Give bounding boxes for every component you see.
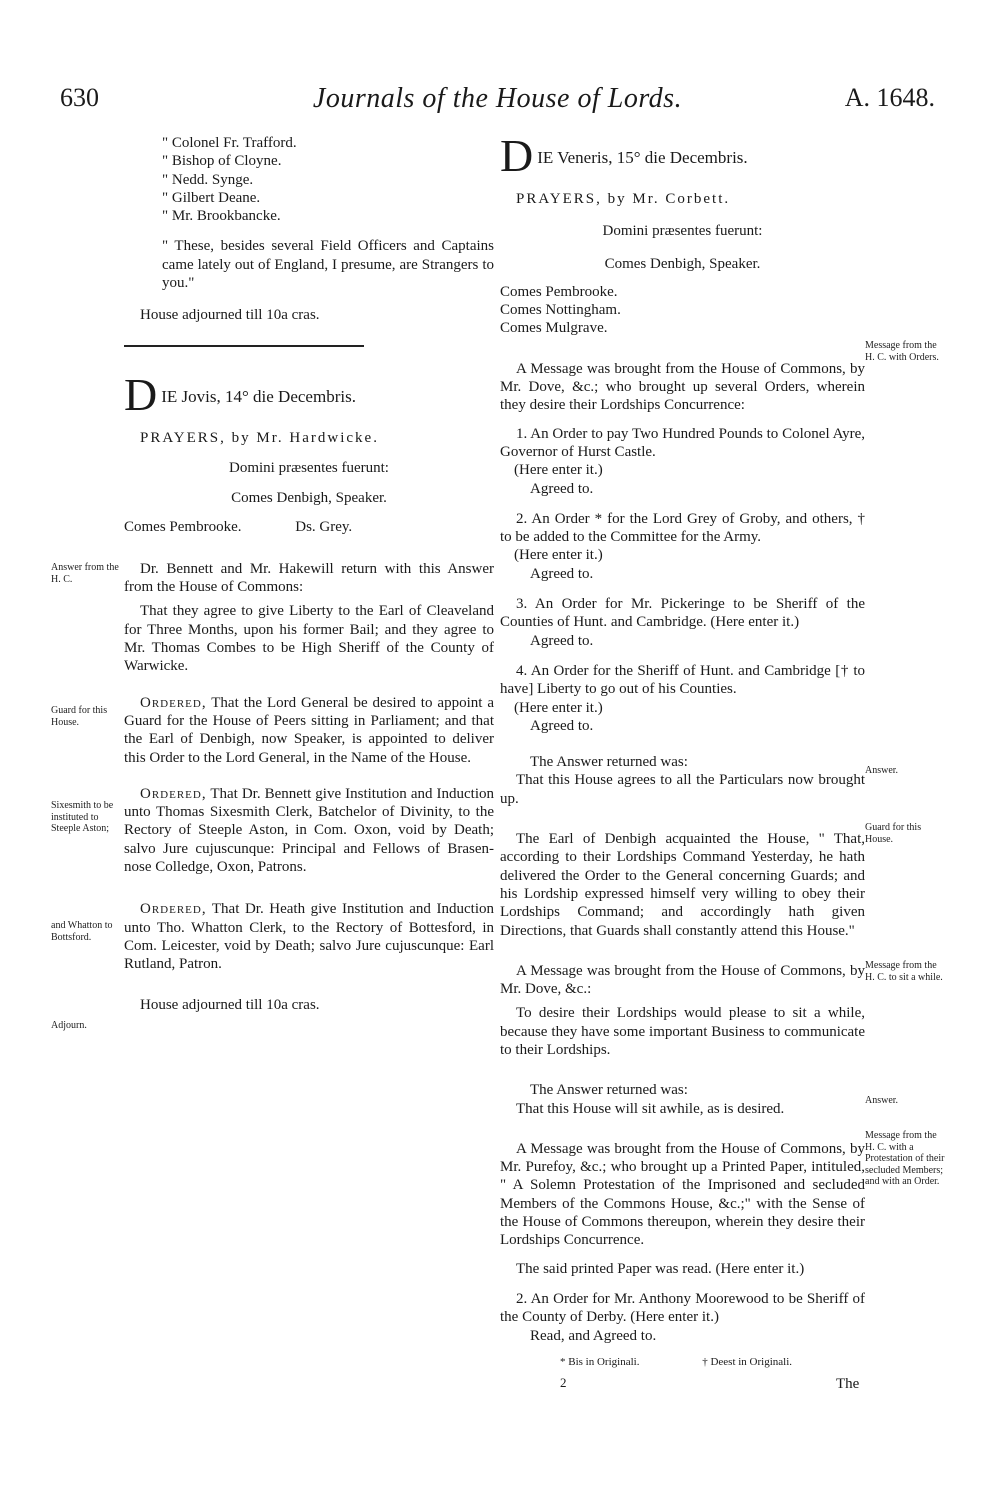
name-list (124, 134, 494, 225)
signature-mark: 2 (560, 1375, 567, 1390)
message-protestation: A Message was brought from the House of Commons, by Mr. Purefoy, &c.; who brought up a Printed Paper, intituled, " A Solemn Protestation of the Imprisoned and secluded Members of the Commons House, &c.;" with the Sense of the House of Commons thereupon, wherein they desire their Lordships Concurrence. (500, 1140, 865, 1249)
paper-read: The said printed Paper was read. (Here enter it.) (516, 1260, 805, 1277)
member: Ds. Grey. (295, 518, 353, 535)
list-item: " Gilbert Deane. (162, 189, 261, 206)
order-item: 4. An Order for the Sheriff of Hunt. and Cambridge [† to have] Liberty to go out of his Counties. (500, 662, 865, 698)
drop-cap: D (500, 134, 534, 176)
footnote: * Bis in Originali. (560, 1356, 640, 1368)
list-item: " Bishop of Cloyne. (162, 153, 282, 170)
drop-cap: D (124, 372, 158, 415)
answer-body: That this House agrees to all the Particulars now brought up. (500, 772, 865, 807)
answer-head: The Answer returned was: (530, 1082, 688, 1099)
right-column (500, 134, 865, 1345)
day-heading (124, 373, 494, 415)
left-column (124, 134, 494, 1014)
member: Comes Nottingham. (500, 302, 621, 319)
message-sit: A Message was brought from the House of Commons, by Mr. Dove, &c.: (500, 962, 865, 998)
order-text: That Dr. Bennett give Institution and Induction unto Thomas Sixesmith Clerk, Batchelor of Divinity, to the Rectory of Steeple Aston, in Com. Oxon, void by Death; salvo Jure cujuscunque: Principal and Fellows of Brasen-nose Colledge, Oxon, Patrons. (124, 785, 494, 876)
prayers-line: PRAYERS, by Mr. Corbett. (516, 191, 731, 207)
list-item: " Mr. Brookbancke. (162, 208, 281, 225)
answer-body: That they agree to give Liberty to the Earl of Cleaveland for Three Months, upon his former Bail; and they agree to Mr. Thomas Combes to be High Sheriff of the County of Warwicke. (124, 603, 494, 675)
agreed-note: Agreed to. (530, 717, 594, 734)
order-item: 2. An Order for Mr. Anthony Moorewood to be Sheriff of the County of Derby. (Here enter it.) (500, 1290, 865, 1326)
margin-note: Adjourn. (51, 1020, 87, 1031)
members-present (124, 518, 494, 536)
day-title: IE Veneris, 15° die Decembris. (537, 148, 748, 167)
running-title (60, 82, 935, 116)
day-title: IE Jovis, 14° die Decembris. (161, 386, 356, 406)
margin-note: Answer from the H. C. (51, 562, 119, 585)
member: Comes Pembrooke. (500, 283, 618, 300)
order-item: 3. An Order for Mr. Pickeringe to be Sheriff of the Counties of Hunt. and Cambridge. (Here enter it.) (500, 596, 865, 631)
answer-intro: Dr. Bennett and Mr. Hakewill return with this Answer from the House of Commons: (124, 560, 494, 596)
denbigh-report: The Earl of Denbigh acquainted the House, " That, according to their Lordships Command Yesterday, he hath delivered the Order to the General concerning Guards; and his Lordship expressed himself very willing to obey their Lordships Command; and accordingly hath given Directions, that Guards shall constantly attend this House." (500, 831, 865, 939)
year: A. 1648. (844, 83, 935, 112)
domini-line: Domini præsentes fuerunt: (229, 459, 389, 476)
day-heading (500, 134, 865, 176)
order-item: 1. An Order to pay Two Hundred Pounds to Colonel Ayre, Governor of Hurst Castle. (500, 425, 865, 460)
message-body: To desire their Lordships would please to sit a while, because they have some important Business to communicate to their Lordships. (500, 1005, 865, 1058)
enter-note: (Here enter it.) (514, 699, 603, 716)
page-header (60, 82, 935, 122)
order-item: 2. An Order * for the Lord Grey of Groby, and others, † to be added to the Committee for the Army. (500, 510, 865, 546)
list-item: " Colonel Fr. Trafford. (162, 135, 297, 151)
member: Comes Pembrooke. (124, 518, 242, 535)
catchword: The (836, 1376, 860, 1392)
order-guard (124, 694, 494, 767)
margin-note: Answer. (865, 1095, 899, 1106)
order-text: That the Lord General be desired to appoint a Guard for the House of Peers sitting in Parliament; and that the Earl of Denbigh, now Speaker, is appointed to deliver this Order to the Lord General, in the Name of the House. (124, 694, 494, 766)
answer-body: That this House will sit awhile, as is desired. (516, 1100, 785, 1117)
margin-note: Answer. (865, 765, 899, 776)
margin-note: Guard for this House. (51, 705, 108, 728)
message-orders: A Message was brought from the House of Commons, by Mr. Dove, &c.; who brought up several Orders, wherein they desire their Lordships Concurrence: (500, 360, 865, 414)
title-word: House (495, 83, 570, 114)
enter-note: (Here enter it.) (514, 547, 603, 564)
ordered-lead: Ordered, (140, 694, 207, 711)
adjournment: House adjourned till 10a cras. (140, 307, 320, 324)
page-number: 630 (60, 83, 99, 112)
agreed-note: Agreed to. (530, 480, 594, 497)
margin-note: Message from the H. C. to sit a while. (865, 960, 943, 983)
order-whatton (124, 900, 494, 973)
title-word: Journals (312, 83, 415, 114)
order-sixesmith (124, 785, 494, 876)
member: Comes Mulgrave. (500, 320, 608, 337)
speaker-line: Comes Denbigh, Speaker. (604, 255, 761, 272)
margin-note: Sixesmith to be instituted to Steeple Aston; (51, 800, 114, 834)
section-rule (124, 345, 364, 347)
order-text: That Dr. Heath give Institution and Induction unto Tho. Whatton Clerk, to the Rectory of Bottesford, in Com. Leicester, void by Death; salvo Jure cujuscunque: Earl Rutland, Patron. (124, 901, 494, 973)
footnote: † Deest in Originali. (702, 1356, 793, 1368)
ordered-lead: Ordered, (140, 901, 207, 918)
agreed-note: Read, and Agreed to. (530, 1327, 657, 1344)
enter-note: (Here enter it.) (514, 462, 603, 479)
agreed-note: Agreed to. (530, 632, 594, 649)
margin-note: and Whatton to Bottsford. (51, 920, 113, 943)
domini-line: Domini præsentes fuerunt: (602, 223, 763, 240)
title-word: Lords. (607, 83, 683, 114)
agreed-note: Agreed to. (530, 565, 594, 582)
title-word: of (577, 83, 601, 114)
title-word: the (452, 83, 489, 114)
title-word: of (422, 83, 446, 114)
list-item: " Nedd. Synge. (162, 171, 254, 188)
margin-note: Guard for this House. (865, 822, 922, 845)
margin-note: Message from the H. C. with Orders. (865, 340, 939, 363)
answer-head: The Answer returned was: (530, 754, 688, 771)
speaker-line: Comes Denbigh, Speaker. (231, 490, 387, 507)
margin-note: Message from the H. C. with a Protestation of their secluded Members; and with an Order. (865, 1130, 945, 1187)
footnotes (560, 1356, 860, 1369)
adjournment: House adjourned till 10a cras. (140, 996, 320, 1013)
ordered-lead: Ordered, (140, 785, 207, 802)
letter-close: " These, besides several Field Officers and Captains came lately out of England, I presume, are Strangers to you." (162, 238, 494, 292)
prayers-line: PRAYERS, by Mr. Hardwicke. (140, 429, 379, 446)
